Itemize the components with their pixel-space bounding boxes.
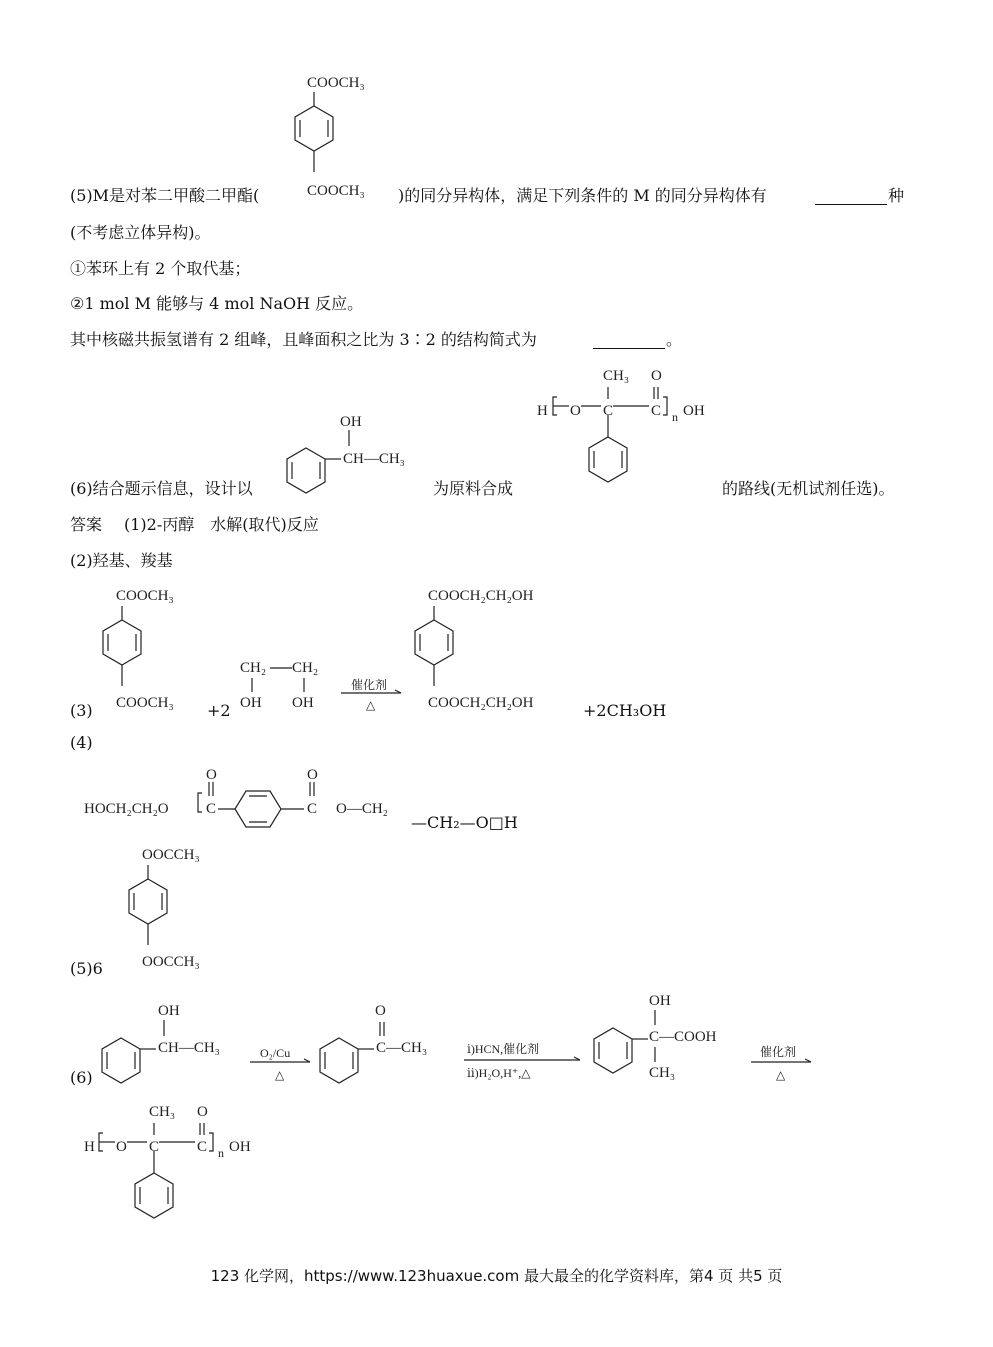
q6-poly-h: H <box>537 403 548 419</box>
arrow-icon <box>751 1058 815 1066</box>
q6-sm-ch: CH—CH₃ <box>343 451 405 467</box>
a3-byproduct: +2CH₃OH <box>583 701 667 720</box>
answer-2: (2)羟基、羧基 <box>70 551 173 570</box>
q5-unit: 种 <box>888 186 905 205</box>
q6-poly-c2: C <box>651 403 662 419</box>
a6-p-dbo: O <box>197 1104 208 1120</box>
a6-p-ch3: CH₃ <box>149 1104 176 1120</box>
q5-line2: (不考虑立体异构)。 <box>70 223 211 242</box>
a4-o2: O <box>307 767 318 783</box>
a3-plus-2: +2 <box>207 701 231 720</box>
a3-oh-b: OH <box>292 695 314 711</box>
answer-label: 答案 <box>70 515 103 534</box>
q6-poly-oh: OH <box>683 403 705 419</box>
a4-o1: O <box>206 767 217 783</box>
benzene-ring-icon <box>98 606 158 696</box>
a3-product-bottom: COOCH₂CH₂OH <box>428 695 534 711</box>
a6-p-n: n <box>218 1146 224 1160</box>
q6-text-middle: 为原料合成 <box>433 479 514 498</box>
a6-s3-c: C—COOH <box>649 1029 717 1045</box>
q6-text-suffix: 的路线(无机试剂任选)。 <box>722 479 895 498</box>
a6-p-c2: C <box>197 1139 208 1155</box>
a6-s3-ch3: CH₃ <box>649 1065 676 1081</box>
a6-r1-bottom: △ <box>275 1068 285 1082</box>
a4-right: —CH₂—O□H <box>411 813 518 832</box>
a3-ch2-b: CH₂ <box>292 660 319 676</box>
a6-p-o: O <box>116 1139 127 1155</box>
a5-top: OOCCH₃ <box>142 847 200 863</box>
q6-poly-dbo: O <box>651 368 662 384</box>
a6-s3-oh: OH <box>649 993 671 1009</box>
a5-bottom: OOCCH₃ <box>142 954 200 970</box>
q5-condition-2: ②1 mol M 能够与 4 mol NaOH 反应。 <box>70 294 364 313</box>
a3-catalyst: 催化剂 <box>351 678 388 692</box>
a3-reactant-top: COOCH₃ <box>116 588 174 604</box>
q5-answer-blank[interactable] <box>815 190 887 205</box>
q5-group-top: COOCH₃ <box>307 75 365 91</box>
answer-5-label: (5)6 <box>70 959 103 978</box>
a6-p-h: H <box>84 1139 95 1155</box>
a3-heat: △ <box>366 698 376 712</box>
a4-bonds <box>190 780 330 830</box>
a6-s2-o: O <box>375 1003 386 1019</box>
a3-reactant-bottom: COOCH₃ <box>116 695 174 711</box>
a6-r1-top: O₂/Cu <box>260 1046 291 1060</box>
a4-left: HOCH₂CH₂O <box>84 801 169 817</box>
a3-oh-a: OH <box>240 695 262 711</box>
arrow-icon <box>464 1056 584 1064</box>
q5-nmr-question: 其中核磁共振氢谱有 2 组峰，且峰面积之比为 3∶2 的结构简式为 <box>70 330 537 349</box>
q6-poly-c: C <box>603 403 614 419</box>
q5-condition-1: ①苯环上有 2 个取代基； <box>70 259 251 278</box>
answer-4-label: (4) <box>70 733 93 752</box>
a6-p-oh: OH <box>229 1139 251 1155</box>
a6-r2-top: ⅰ)HCN,催化剂 <box>467 1042 540 1056</box>
q6-sm-oh: OH <box>340 414 362 430</box>
benzene-ring-icon <box>290 92 350 182</box>
a3-ch2-a: CH₂ <box>240 660 267 676</box>
q6-text-prefix: (6)结合题示信息，设计以 <box>70 479 253 498</box>
a6-r3-top: 催化剂 <box>760 1045 797 1059</box>
q5-line5-end: 。 <box>666 330 683 349</box>
a4-c2: C <box>307 801 318 817</box>
answer-1: (1)2-丙醇 水解(取代)反应 <box>124 515 319 534</box>
benzene-ring-icon <box>410 606 470 696</box>
q5-nmr-blank[interactable] <box>593 334 665 349</box>
q5-group-bottom: COOCH₃ <box>307 183 365 199</box>
answer-3-label: (3) <box>70 701 93 720</box>
q6-poly-ch3: CH₃ <box>603 368 630 384</box>
a4-c1: C <box>206 801 217 817</box>
q6-poly-n: n <box>672 410 678 424</box>
a6-s1-ch: CH—CH₃ <box>158 1040 220 1056</box>
q6-poly-o: O <box>570 403 581 419</box>
a6-p-c: C <box>149 1139 160 1155</box>
a6-polymer-bonds <box>91 1121 231 1231</box>
a6-s2-c: C—CH₃ <box>376 1040 428 1056</box>
answer-6-label: (6) <box>70 1068 93 1087</box>
page-footer: 123 化学网，https://www.123huaxue.com 最大最全的化学资料库，第4 页 共5 页 <box>210 1267 783 1285</box>
a3-product-top: COOCH₂CH₂OH <box>428 588 534 604</box>
q5-text-prefix: (5)M是对苯二甲酸二甲酯( <box>70 186 260 205</box>
a4-o-ch2: O—CH₂ <box>336 801 388 817</box>
arrow-icon <box>250 1058 314 1066</box>
a6-r2-bottom: ⅱ)H₂O,H⁺,△ <box>467 1066 531 1080</box>
a6-s1-oh: OH <box>158 1003 180 1019</box>
polymer-bonds <box>545 385 685 495</box>
a6-r3-bottom: △ <box>776 1068 786 1082</box>
benzene-ring-icon <box>124 865 184 955</box>
q5-text-suffix: )的同分异构体，满足下列条件的 M 的同分异构体有 <box>398 186 767 205</box>
